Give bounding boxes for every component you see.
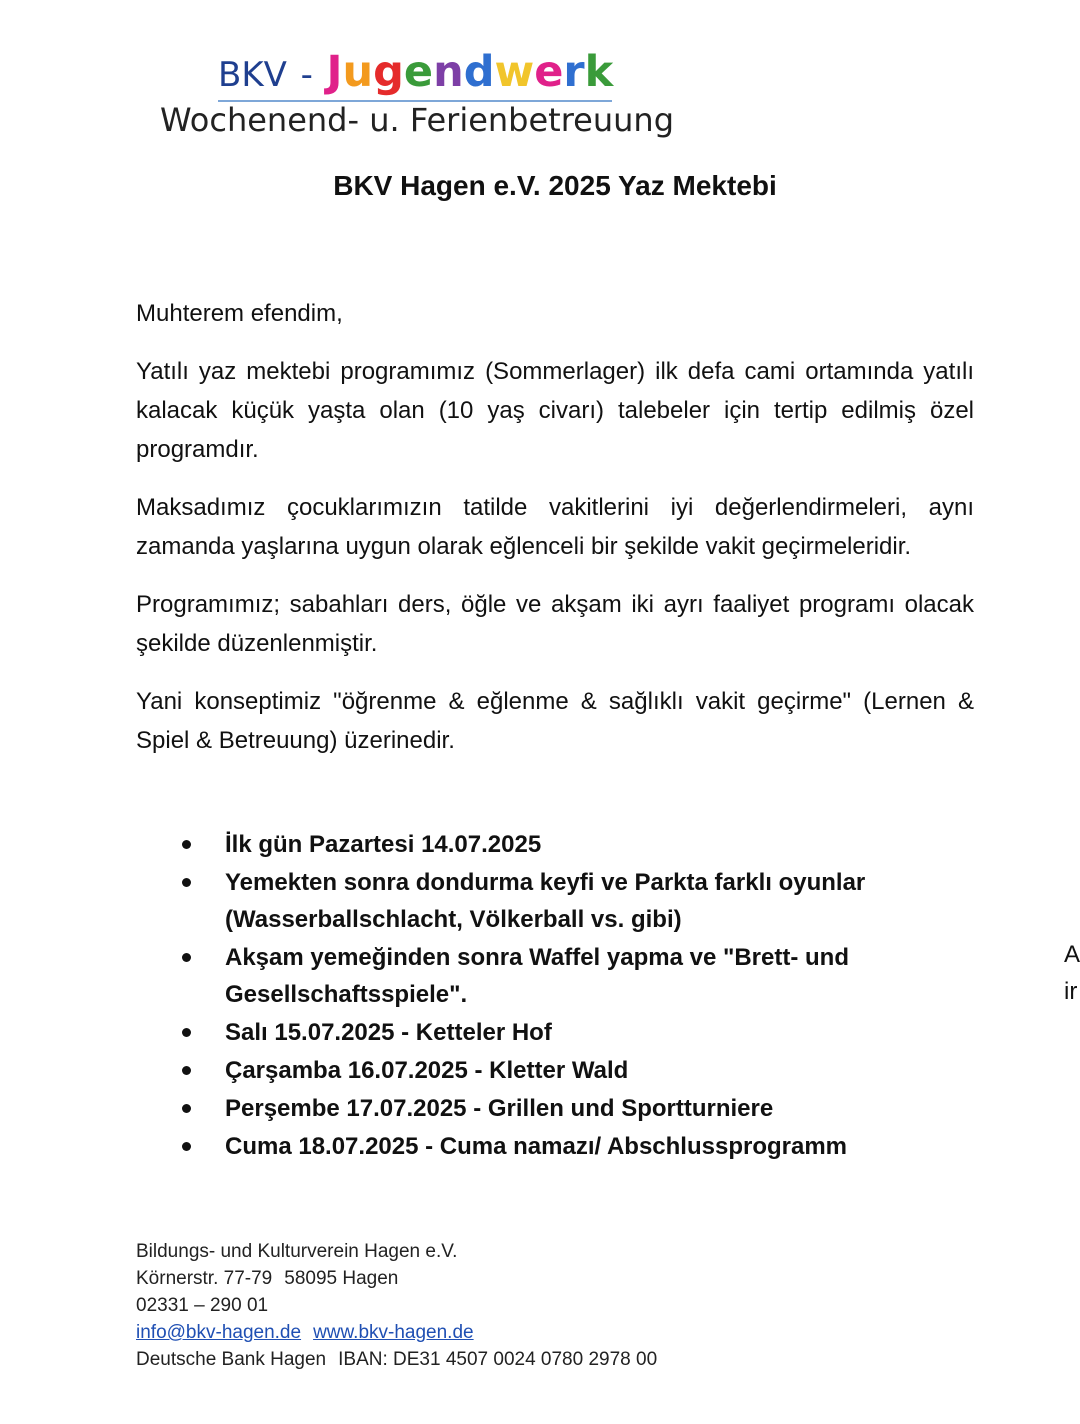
logo-dash: - (300, 55, 313, 95)
list-item (180, 1014, 940, 1051)
paragraph: Yatılı yaz mektebi programımız (Sommerlager) ilk defa cami ortamında yatılı kalacak küçük yaşta olan (10 yaş civarı) talebeler için tertip edilmiş özel programdır. (136, 358, 974, 463)
list-item (180, 1052, 940, 1089)
logo-jugendwerk (327, 47, 614, 97)
margin-text-line: ir (1064, 978, 1078, 1005)
footer-org: Bildungs- und Kulturverein Hagen e.V. (136, 1241, 458, 1262)
logo-letter: d (463, 47, 495, 97)
logo-subtitle: Wochenend- u. Ferienbetreuung (160, 101, 675, 139)
bullet-icon (182, 840, 191, 849)
logo-letter: w (494, 47, 535, 97)
letter-body (136, 294, 974, 779)
bullet-icon (182, 1066, 191, 1075)
event-list (180, 826, 940, 1166)
cut-off-margin-text (1064, 936, 1080, 1010)
website-link[interactable]: www.bkv-hagen.de (313, 1322, 474, 1343)
page-title: BKV Hagen e.V. 2025 Yaz Mektebi (333, 170, 777, 201)
logo-letter: u (342, 47, 374, 97)
logo-letter: J (326, 47, 343, 97)
footer-street: Körnerstr. 77-79 (136, 1268, 273, 1289)
footer-iban: IBAN: DE31 4507 0024 0780 2978 00 (338, 1349, 658, 1370)
footer-phone: 02331 – 290 01 (136, 1295, 269, 1316)
logo-letter: e (534, 47, 564, 97)
footer-address (136, 1265, 657, 1292)
greeting: Muhterem efendim, (136, 300, 343, 327)
event-text: Cuma 18.07.2025 - Cuma namazı/ Abschlussprogramm (225, 1133, 848, 1160)
logo-letter: n (433, 47, 464, 97)
list-item (180, 939, 940, 1013)
logo-letter: g (373, 47, 404, 97)
footer-contact (136, 1238, 657, 1373)
logo-letter: r (563, 47, 585, 97)
bullet-icon (182, 1142, 191, 1151)
email-link[interactable]: info@bkv-hagen.de (136, 1322, 302, 1343)
footer-city: 58095 Hagen (284, 1268, 399, 1289)
footer-links (136, 1319, 657, 1346)
list-item (180, 1090, 940, 1127)
paragraph: Programımız; sabahları ders, öğle ve akşam iki ayrı faaliyet programı olacak şekilde düzenlenmiştir. (136, 591, 974, 657)
list-item (180, 864, 940, 938)
paragraph: Maksadımız çocuklarımızın tatilde vakitlerini iyi değerlendirmeleri, aynı zamanda yaşlarına uygun olarak eğlenceli bir şekilde vakit geçirmeleridir. (136, 494, 974, 560)
list-item (180, 1128, 940, 1165)
event-text: Çarşamba 16.07.2025 - Kletter Wald (225, 1057, 629, 1084)
logo-wordmark (218, 45, 613, 102)
list-item (180, 826, 940, 863)
bkv-jugendwerk-logo (160, 45, 675, 145)
margin-text-line: A (1064, 941, 1080, 968)
event-text: Akşam yemeğinden sonra Waffel yapma ve "Brett- und Gesellschaftsspiele". (225, 944, 849, 1008)
paragraph: Yani konseptimiz "öğrenme & eğlenme & sağlıklı vakit geçirme" (Lernen & Spiel & Betreuung) üzerinedir. (136, 688, 974, 754)
event-text: Salı 15.07.2025 - Ketteler Hof (225, 1019, 552, 1046)
event-text: Yemekten sonra dondurma keyfi ve Parkta farklı oyunlar (Wasserballschlacht, Völkerball vs. gibi) (225, 869, 866, 933)
logo-prefix: BKV (218, 55, 287, 95)
logo-letter: k (584, 47, 614, 97)
bullet-icon (182, 878, 191, 887)
bullet-icon (182, 1028, 191, 1037)
event-text: Perşembe 17.07.2025 - Grillen und Sportturniere (225, 1095, 774, 1122)
event-text: İlk gün Pazartesi 14.07.2025 (225, 831, 542, 858)
footer-bank (136, 1346, 657, 1373)
bullet-icon (182, 953, 191, 962)
logo-letter: e (403, 47, 434, 97)
footer-bank-name: Deutsche Bank Hagen (136, 1349, 327, 1370)
bullet-icon (182, 1104, 191, 1113)
